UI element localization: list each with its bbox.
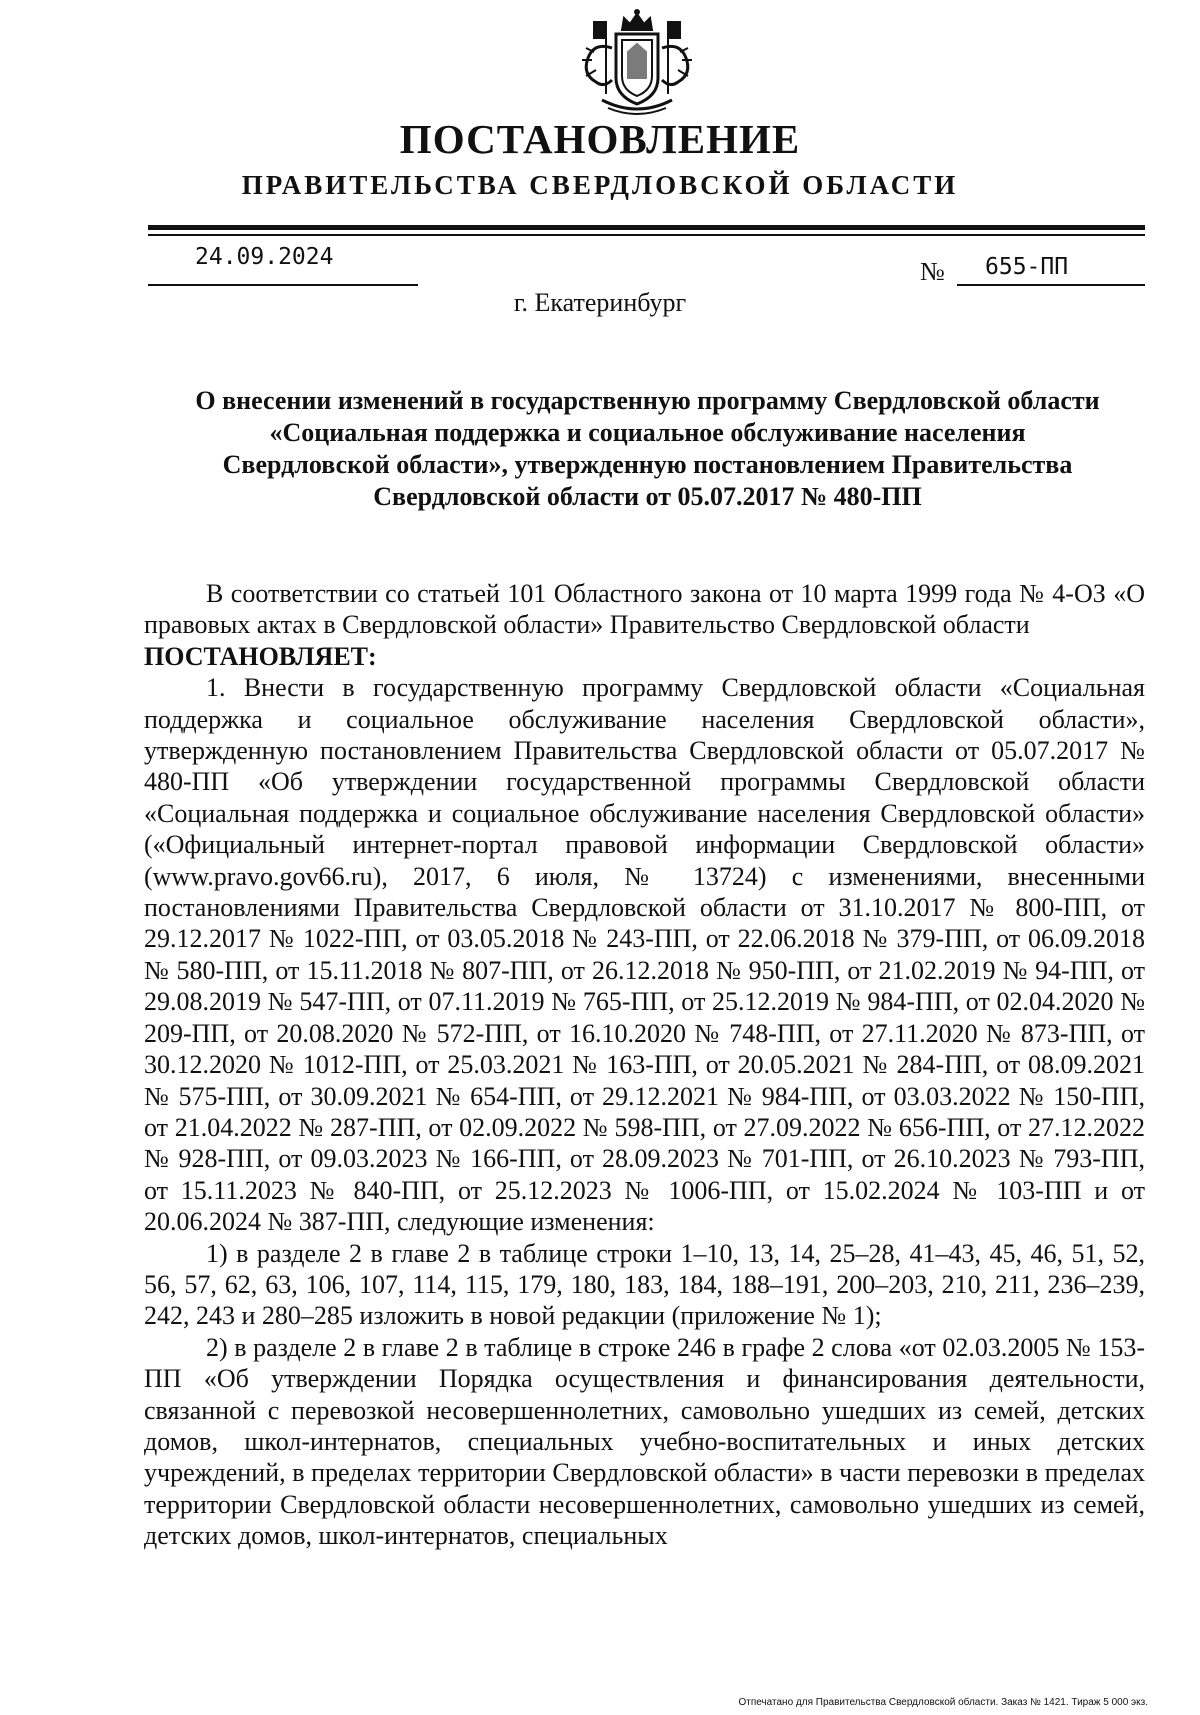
issuing-authority: ПРАВИТЕЛЬСТВА СВЕРДЛОВСКОЙ ОБЛАСТИ	[241, 170, 959, 200]
header-divider-thin	[148, 234, 1145, 236]
title-line: «Социальная поддержка и социальное обслуживание населения	[269, 418, 1026, 447]
document-title	[150, 385, 1145, 513]
document-date: 24.09.2024	[195, 244, 334, 270]
document-number: 655-ПП	[985, 254, 1069, 280]
date-underline	[148, 284, 418, 286]
paragraph-1: 1. Внести в государственную программу Свердловской области «Социальная поддержка и социальное обслуживание населения Свердловской области», утвержденную постановлением Правительства Свердловской области от 05.07.2017 № 480-ПП «Об утверждении государственной программы Свердловской области «Социальная поддержка и социальное обслуживание населения Свердловской области» («Официальный интернет-портал правовой информации Свердловской области» (www.pravo.gov66.ru), 2017, 6 июля, № 13724) с изменениями, внесенными постановлениями Правительства Свердловской области от 31.10.2017 № 800-ПП, от 29.12.2017 № 1022-ПП, от 03.05.2018 № 243-ПП, от 22.06.2018 № 379-ПП, от 06.09.2018 № 580-ПП, от 15.11.2018 № 807-ПП, от 26.12.2018 № 950-ПП, от 21.02.2019 № 94-ПП, от 29.08.2019 № 547-ПП, от 07.11.2019 № 765-ПП, от 25.12.2019 № 984-ПП, от 02.04.2020 № 209-ПП, от 20.08.2020 № 572-ПП, от 16.10.2020 № 748-ПП, от 27.11.2020 № 873-ПП, от 30.12.2020 № 1012-ПП, от 25.03.2021 № 163-ПП, от 20.05.2021 № 284-ПП, от 08.09.2021 № 575-ПП, от 30.09.2021 № 654-ПП, от 29.12.2021 № 984-ПП, от 03.03.2022 № 150-ПП, от 21.04.2022 № 287-ПП, от 02.09.2022 № 598-ПП, от 27.09.2022 № 656-ПП, от 27.12.2022 № 928-ПП, от 09.03.2023 № 166-ПП, от 28.09.2023 № 701-ПП, от 26.10.2023 № 793-ПП, от 15.11.2023 № 840-ПП, от 25.12.2023 № 1006-ПП, от 15.02.2024 № 103-ПП и от 20.06.2024 № 387-ПП, следующие изменения:	[144, 673, 1145, 1237]
city: г. Екатеринбург	[513, 288, 687, 317]
title-line: Свердловской области», утвержденную постановлением Правительства	[222, 450, 1073, 479]
title-line: Свердловской области от 05.07.2017 № 480-ПП	[373, 482, 922, 511]
decree-word: ПОСТАНОВЛЯЕТ:	[144, 641, 377, 671]
title-line: О внесении изменений в государственную программу Свердловской области	[195, 386, 1100, 415]
intro-paragraph: В соответствии со статьей 101 Областного закона от 10 марта 1999 года № 4-ОЗ «О правовых актах в Свердловской области» Правительство Свердловской области	[144, 579, 1145, 640]
number-underline	[957, 284, 1145, 286]
item-2: 2) в разделе 2 в главе 2 в таблице в строке 246 в графе 2 слова «от 02.03.2005 № 153-ПП «Об утверждении Порядка осуществления и финансирования деятельности, связанной с перевозкой несовершеннолетних, самовольно ушедших из семей, детских домов, школ-интернатов, специальных учебно-воспитательных и иных детских учреждений, в пределах территории Свердловской области» в части перевозки в пределах территории Свердловской области несовершеннолетних, самовольно ушедших из семей, детских домов, школ-интернатов, специальных	[144, 1332, 1145, 1551]
item-1: 1) в разделе 2 в главе 2 в таблице строки 1–10, 13, 14, 25–28, 41–43, 45, 46, 51, 52, 56, 57, 62, 63, 106, 107, 114, 115, 179, 180, 183, 184, 188–191, 200–203, 210, 211, 236–239, 242, 243 и 280–285 изложить в новой редакции (приложение № 1);	[144, 1238, 1145, 1331]
document-body	[144, 578, 1145, 1552]
document-type: ПОСТАНОВЛЕНИЕ	[399, 116, 801, 162]
print-footer: Отпечатано для Правительства Свердловской области. Заказ № 1421. Тираж 5 000 экз.	[738, 1697, 1148, 1708]
coat-of-arms-icon	[572, 8, 702, 120]
number-sign: №	[920, 257, 945, 286]
header-divider-thick	[148, 225, 1145, 230]
